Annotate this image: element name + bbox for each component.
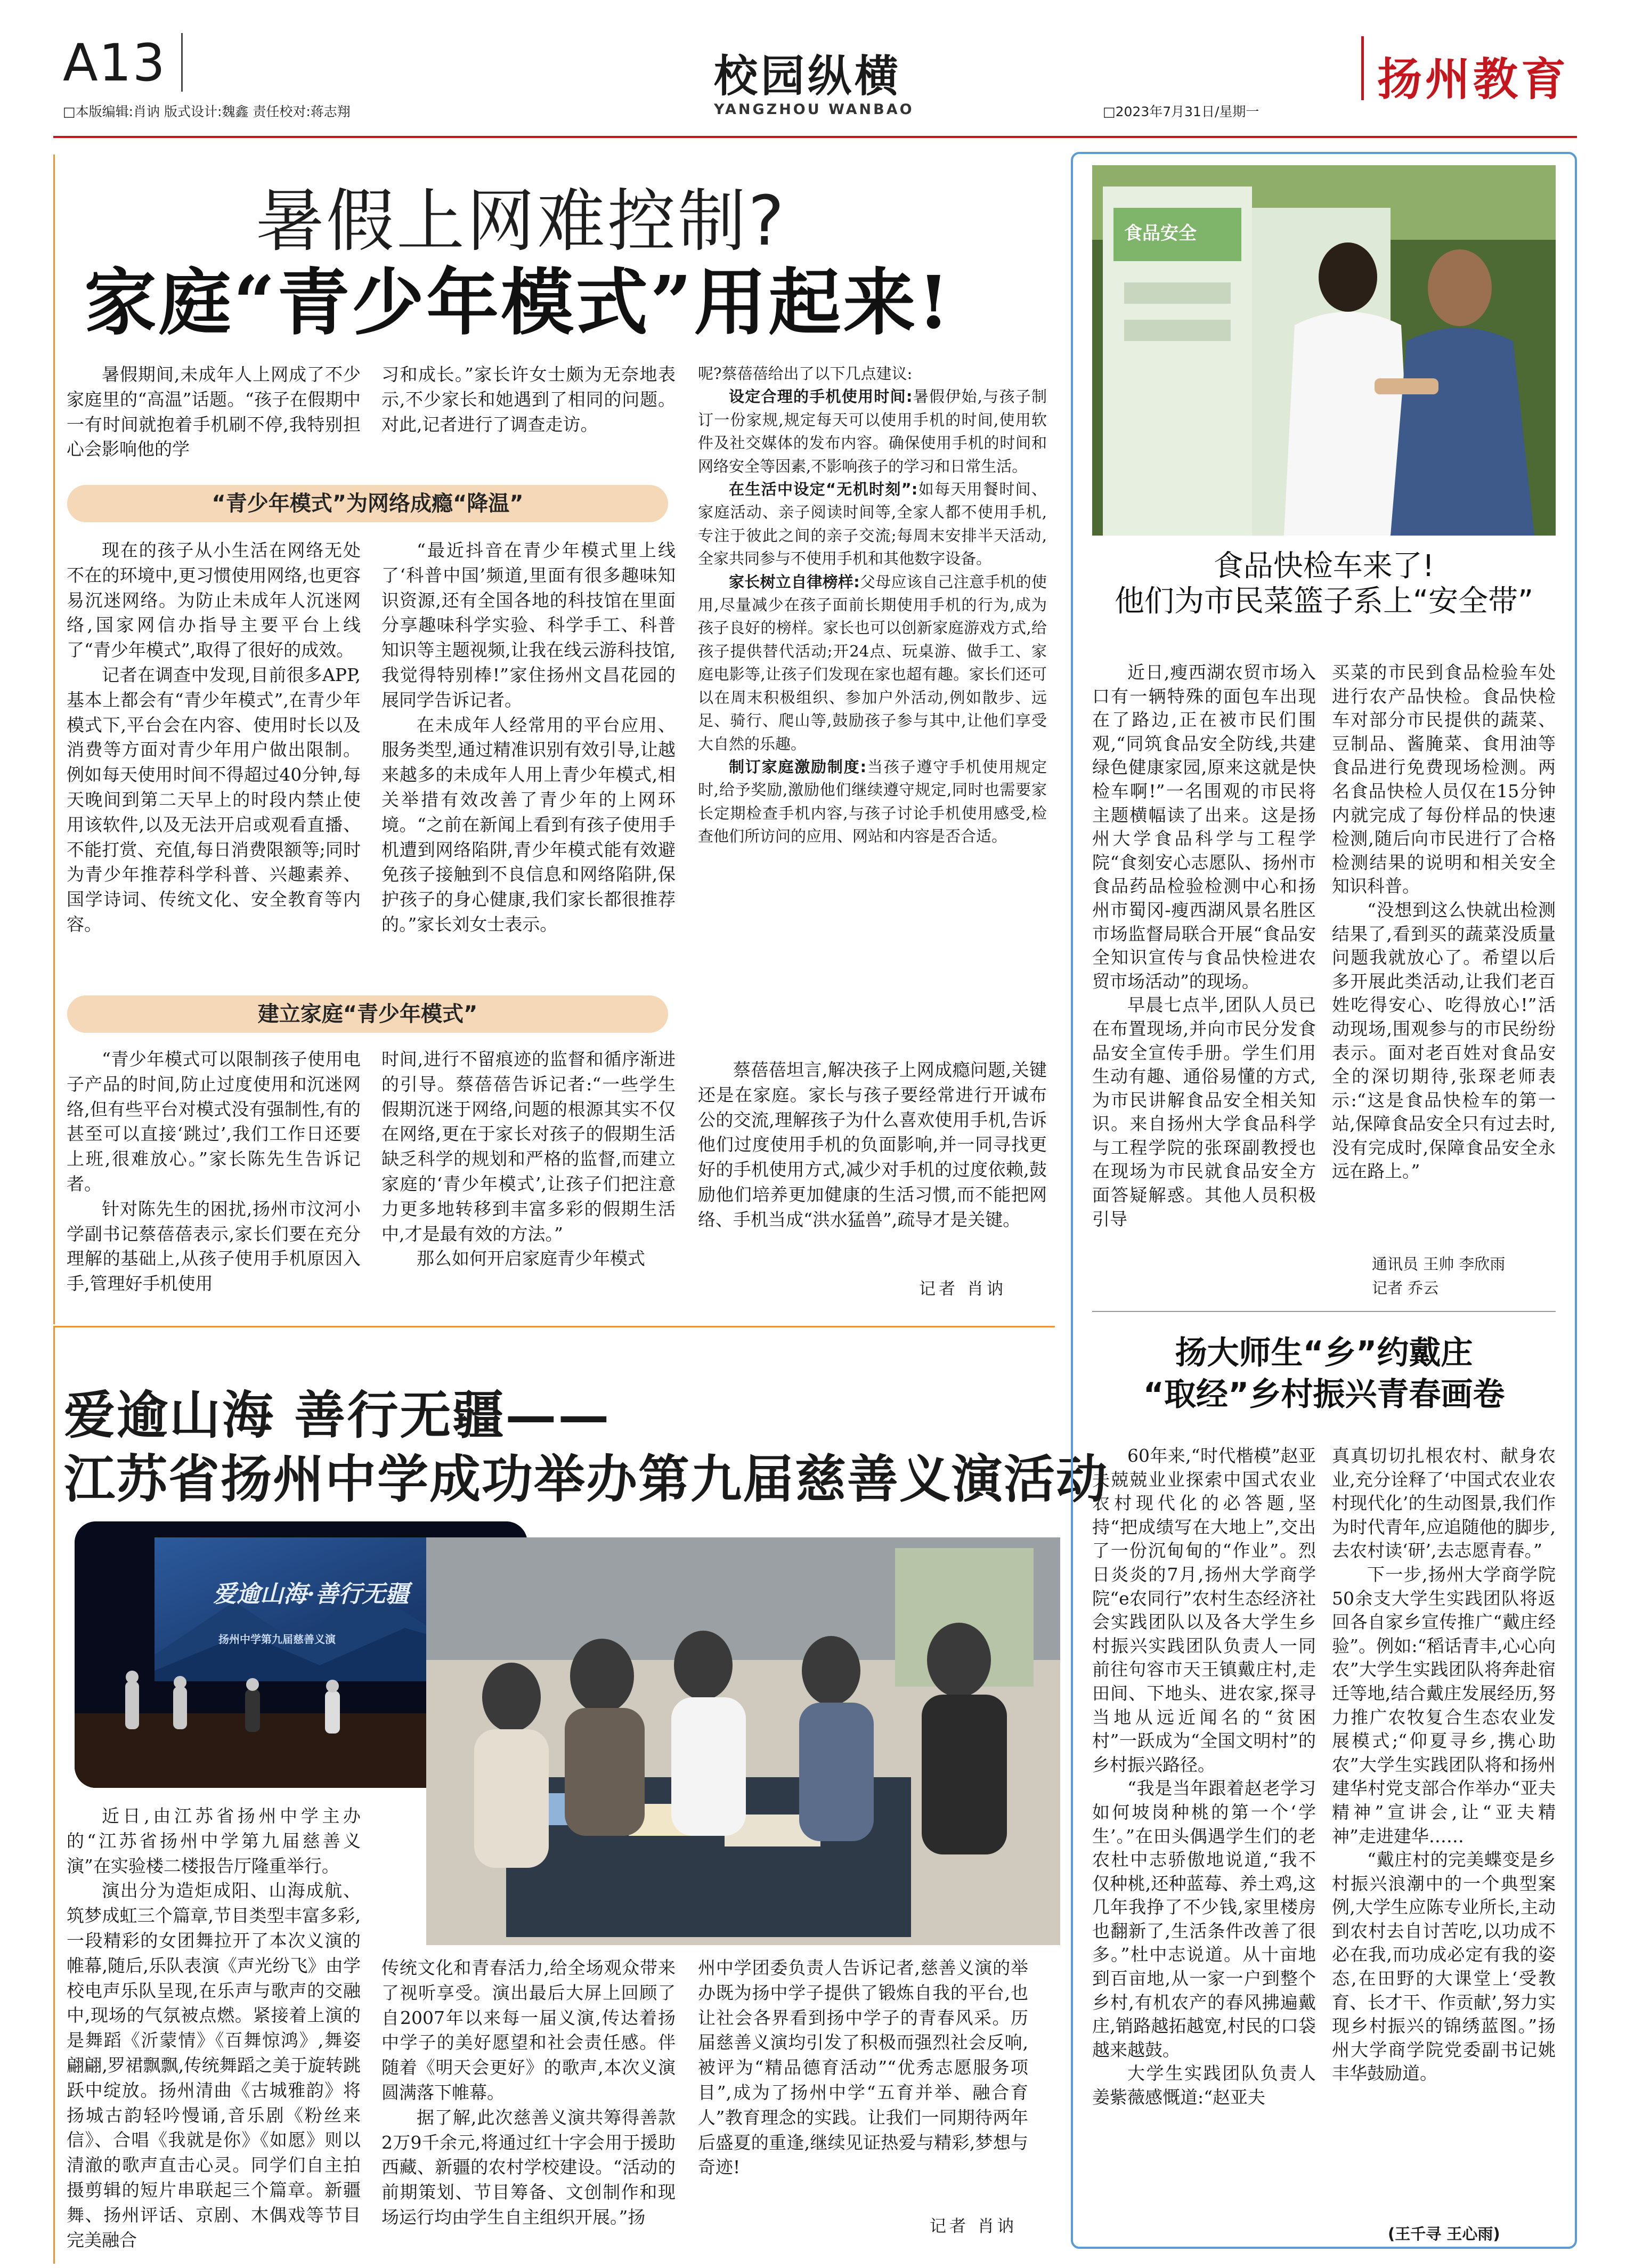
article4-col1	[1092, 1444, 1316, 2110]
article1-headline-line1: 暑假上网难控制?	[256, 182, 786, 261]
charity-table-illustration	[426, 1537, 1060, 1945]
article1-intro-paragraph: 暑假期间,未成年人上网成了不少家庭里的“高温”话题。“孩子在假期中一有时间就抱着手机刷不停,我特别担心会影响他的学	[67, 364, 361, 460]
article2-col2	[381, 1956, 676, 2230]
article1-paragraph: 现在的孩子从小生活在网络无处不在的环境中,更习惯使用网络,也更容易沉迷网络。为防止未成年人沉迷网络,国家网信办指导主要平台上线了“青少年模式”,取得了很好的成效。	[67, 540, 361, 661]
article3-col2	[1332, 661, 1556, 1184]
brand-divider	[1361, 36, 1364, 100]
article2-col1	[67, 1804, 361, 2253]
tip-2-title: 在生活中设定“无机时刻”:	[729, 480, 918, 499]
article4-paragraph: “戴庄村的完美蝶变是乡村振兴浪潮中的一个典型案例,大学生应陈专业所长,主动到农村去自讨苦吃,以功成不必在我,而功成必定有我的姿态,在田野的大课堂上‘受教育、长才干、作贡献’,努力实现乡村振兴的锦绣蓝图。”扬州大学商学院党委副书记姚丰华鼓励道。	[1332, 1849, 1556, 2084]
frame-line-middle	[53, 1326, 1055, 1327]
frame-line-left	[53, 155, 55, 1324]
article1-intro-paragraph-cont: 习和成长。”家长许女士颇为无奈地表示,不少家长和她遇到了相同的问题。对此,记者进行了调查走访。	[381, 364, 676, 435]
article1-closing: 蔡蓓蓓坦言,解决孩子上网成瘾问题,关键还是在家庭。家长与孩子要经常进行开诚布公的交流,理解孩子为什么喜欢使用手机,告诉他们过度使用手机的负面影响,并一同寻找更好的手机使用方式,减少对手机的过度依赖,鼓励他们培养更加健康的生活习惯,而不能把网络、手机当成“洪水猛兽”,疏导才是关键。	[698, 1059, 1047, 1230]
article2-paragraph: 据了解,此次慈善义演共筹得善款2万9千余元,将通过红十字会用于援助西藏、新疆的农村学校建设。“活动的前期策划、节目筹备、文创制作和现场运行均由学生自主组织开展。”扬	[381, 2107, 676, 2228]
article2-headline-line1: 爱逾山海 善行无疆——	[64, 1385, 611, 1445]
article1-intro-col1	[67, 362, 361, 462]
article-divider	[1092, 1311, 1556, 1312]
tip-1-title: 设定合理的手机使用时间:	[729, 387, 913, 406]
article2-paragraph: 演出分为造炬成阳、山海成航、筑梦成虹三个篇章,节目类型丰富多彩,一段精彩的女团舞拉开了本次义演的帷幕,随后,乐队表演《声光纷飞》由学校电声乐队呈现,在乐声与歌声的交融中,现场的气氛被点燃。紧接着上演的是舞蹈《沂蒙情》《百舞惊鸿》,舞姿翩翩,罗裙飘飘,传统舞蹈之美于旋转跳跃中绽放。扬州清曲《古城雅韵》将扬城古韵轻吟慢诵,音乐剧《粉丝来信》、合唱《我就是你》《如愿》则以清澈的歌声直击心灵。同学们自主拍摄剪辑的短片串联起三个篇章。新疆舞、扬州评话、京剧、木偶戏等节目完美融合	[67, 1880, 361, 2250]
article1-tips-col	[698, 362, 1047, 848]
section-subtitle: YANGZHOU WANBAO	[714, 101, 914, 118]
article3-headline	[1082, 549, 1566, 619]
food-safety-banner: 食品安全	[1124, 223, 1197, 244]
article1-paragraph: 那么如何开启家庭青少年模式	[417, 1248, 645, 1269]
article2-paragraph: 传统文化和青春活力,给全场观众带来了视听享受。演出最后大屏上回顾了自2007年以来每一届义演,传达着扬中学子的美好愿望和社会责任感。伴随着《明天会更好》的歌声,本次义演圆满落下帷幕。	[381, 1957, 676, 2103]
article3-credit-2: 记者 乔云	[1372, 1279, 1439, 1297]
tip-1	[698, 385, 1047, 478]
article3-col1	[1092, 661, 1316, 1231]
article1-subhead-2: 建立家庭“青少年模式”	[67, 995, 668, 1033]
article1-paragraph: 在未成年人经常用的平台应用、服务类型,通过精准识别有效引导,让越来越多的未成年人用上青少年模式,相关举措有效改善了青少年的上网环境。“之前在新闻上看到有孩子使用手机遭到网络陷阱,青少年模式能有效避免孩子接触到不良信息和网络陷阱,保护孩子的身心健康,我们家长都很推荐的。”家长刘女士表示。	[381, 714, 676, 935]
article1-section1-col1	[67, 538, 361, 937]
article1-paragraph: 时间,进行不留痕迹的监督和循序渐进的引导。蔡蓓蓓告诉记者:“一些学生假期沉迷于网络,问题的根源其实不仅在网络,更在于家长对孩子的假期生活缺乏科学的规划和严格的监督,而建立家庭的‘青少年模式’,让孩子们把注意力更多地转移到丰富多彩的假期生活中,才是最有效的方法。”	[381, 1049, 676, 1244]
article4-paragraph: 真真切切扎根农村、献身农业,充分诠释了‘中国式农业农村现代化’的生动图景,我们作为时代青年,应追随他的脚步,去农村读‘研’,去志愿青春。”	[1332, 1445, 1556, 1561]
article2-byline: 记者 肖讷	[930, 2217, 1017, 2236]
tip-4	[698, 756, 1047, 848]
article1-byline: 记者 肖讷	[919, 1279, 1006, 1299]
brand-logo: 扬州教育	[1377, 53, 1570, 106]
article1-closing-col	[698, 1058, 1047, 1233]
article3-credit-1: 通讯员 王帅 李欣雨	[1372, 1255, 1506, 1273]
article2-paragraph: 近日,由江苏省扬州中学主办的“江苏省扬州中学第九届慈善义演”在实验楼二楼报告厅隆重举行。	[67, 1805, 361, 1876]
article3-headline-line1: 食品快检车来了!	[1213, 549, 1435, 584]
page-number-divider	[181, 33, 183, 92]
article1-paragraph: “青少年模式可以限制孩子使用电子产品的时间,防止过度使用和沉迷网络,但有些平台对模式没有强制性,有的甚至可以直接‘跳过’,我们工作日还要上班,很难放心。”家长陈先生告诉记者。	[67, 1049, 361, 1194]
article2-col3	[698, 1956, 1028, 2180]
article1-paragraph: “最近抖音在青少年模式里上线了‘科普中国’频道,里面有很多趣味知识资源,还有全国各地的科技馆在里面分享趣味科学实验、科学手工、科普知识等主题视频,让我在线云游科技馆,我觉得特别棒!”家住扬州文昌花园的展同学告诉记者。	[381, 540, 676, 710]
article1-subhead-1: “青少年模式”为网络成瘾“降温”	[67, 485, 668, 522]
article1-section2-col2	[381, 1047, 676, 1271]
article1-paragraph: 针对陈先生的困扰,扬州市汶河小学副书记蔡蓓蓓表示,家长们要在充分理解的基础上,从孩子使用手机原因入手,管理好手机使用	[67, 1198, 361, 1294]
article3-paragraph: 近日,瘦西湖农贸市场入口有一辆特殊的面包车出现在了路边,正在被市民们围观,“同筑食品安全防线,共建绿色健康家园,原来这就是快检车啊!”一名围观的市民将主题横幅读了出来。这是扬州大学食品科学与工程学院“食刻安心志愿队、扬州市食品药品检验检测中心和扬州市蜀冈-瘦西湖风景名胜区市场监督局联合开展“食品安全知识宣传与食品快检进农贸市场活动”的现场。	[1092, 662, 1316, 992]
article3-paragraph: 买菜的市民到食品检验车处进行农产品快检。食品快检车对部分市民提供的蔬菜、豆制品、酱腌菜、食用油等食品进行免费现场检测。两名食品快检人员仅在15分钟内就完成了每份样品的快速检测,随后向市民进行了合格检测结果的说明和相关安全知识科普。	[1332, 662, 1556, 897]
tip-4-title: 制订家庭激励制度:	[729, 757, 867, 776]
article4-headline-line1: 扬大师生“乡”约戴庄	[1175, 1334, 1473, 1372]
tip-4-body: 当孩子遵守手机使用规定时,给予奖励,激励他们继续遵守规定,同时也需要家长定期检查手机内容,与孩子讨论手机使用感受,检查他们所访问的应用、网站和内容是否合适。	[698, 757, 1047, 846]
tip-3	[698, 571, 1047, 756]
article4-paragraph: 下一步,扬州大学商学院50余支大学生实践团队将返回各自家乡宣传推广“戴庄经验”。例如:“稻话青丰,心心向农”大学生实践团队将奔赴宿迁等地,结合戴庄发展经历,努力推广农牧复合生态农业发展模式;“仰夏寻乡,携心助农”大学生实践团队将和扬州建华村党支部合作举办“亚夫精神”宣讲会,让“亚夫精神”走进建华……	[1332, 1564, 1556, 1846]
article4-headline-line2: “取经”乡村振兴青春画卷	[1143, 1376, 1505, 1413]
article2-headline-line2: 江苏省扬州中学成功举办第九届慈善义演活动	[64, 1449, 1108, 1509]
article1-section2-col1	[67, 1047, 361, 1297]
frame-line-left-lower	[53, 1326, 55, 2264]
page-number: A13	[63, 33, 166, 93]
article3-headline-line2: 他们为市民菜篮子系上“安全带”	[1114, 584, 1534, 619]
tip-3-body: 父母应该自己注意手机的使用,尽量减少在孩子面前长期使用手机的行为,成为孩子良好的榜样。家长也可以创新家庭游戏方式,给孩子提供替代活动;开24点、玩桌游、做手工、家庭电影等,让孩子们发现在家也超有趣。家长们还可以在周末积极组织、参加户外活动,例如散步、远足、骑行、爬山等,鼓励孩子参与其中,让他们享受大自然的乐趣。	[698, 572, 1047, 753]
article4-paragraph: 大学生实践团队负责人姜紫薇感慨道:“赵亚夫	[1092, 2063, 1316, 2108]
article1-paragraph: 记者在调查中发现,目前很多APP,基本上都会有“青少年模式”,在青少年模式下,平台会在内容、使用时长以及消费等方面对青少年用户做出限制。例如每天使用时间不得超过40分钟,每天晚间到第二天早上的时段内禁止使用该软件,以及无法开启或观看直播、不能打赏、充值,每日消费限额等;同时为青少年推荐科学科普、兴趣素养、国学诗词、传统文化、安全教育等内容。	[67, 664, 361, 935]
masthead-rule	[53, 136, 1577, 138]
issue-date: □2023年7月31日/星期一	[1103, 104, 1259, 119]
article1-tips-lead: 呢?蔡蓓蓓给出了以下几点建议:	[698, 365, 913, 383]
article1-intro-col2	[381, 362, 676, 437]
tip-1-body: 暑假伊始,与孩子制订一份家规,规定每天可以使用手机的时间,使用软件及社交媒体的发布内容。确保使用手机的时间和网络安全等因素,不影响孩子的学习和日常生活。	[698, 387, 1047, 475]
stage-screen-subtitle: 扬州中学第九届慈善义演	[218, 1633, 336, 1646]
food-safety-photo	[1092, 165, 1556, 536]
article1-headline-line2: 家庭“青少年模式”用起来!	[84, 260, 952, 345]
article3-paragraph: 早晨七点半,团队人员已在布置现场,并向市民分发食品安全宣传手册。学生们用生动有趣、通俗易懂的方式,为市民讲解食品安全相关知识。来自扬州大学食品科学与工程学院的张琛副教授也在现场为市民就食品安全方面答疑解惑。其他人员积极引导	[1092, 994, 1316, 1229]
section-title: 校园纵横	[714, 51, 902, 102]
article4-credit: (王千寻 王心雨)	[1388, 2225, 1500, 2243]
stage-screen-title: 爱逾山海·善行无疆	[213, 1581, 409, 1608]
charity-table-photo	[426, 1537, 1060, 1945]
tip-2	[698, 478, 1047, 571]
article3-paragraph: “没想到这么快就出检测结果了,看到买的蔬菜没质量问题我就放心了。希望以后多开展此类活动,让我们老百姓吃得安心、吃得放心!”活动现场,围观参与的市民纷纷表示。面对老百姓对食品安全的深切期待,张琛老师表示:“这是食品快检车的第一站,保障食品安全只有过去时,没有完成时,保障食品安全永远在路上。”	[1332, 899, 1556, 1182]
article2-paragraph: 州中学团委负责人告诉记者,慈善义演的举办既为扬中学子提供了锻炼自我的平台,也让社会各界看到扬中学子的青春风采。历届慈善义演均引发了积极而强烈社会反响,被评为“精品德育活动”“优秀志愿服务项目”,成为了扬州中学“五育并举、融合育人”教育理念的实践。让我们一同期待两年后盛夏的重逢,继续见证热爱与精彩,梦想与奇迹!	[698, 1957, 1028, 2178]
article4-paragraph: 60年来,“时代楷模”赵亚夫兢兢业业探索中国式农业农村现代化的必答题,坚持“把成绩写在大地上”,交出了一份沉甸甸的“作业”。烈日炎炎的7月,扬州大学商学院“e农同行”农村生态经济社会实践团队以及各大学生乡村振兴实践团队负责人一同前往句容市天王镇戴庄村,走田间、下地头、进农家,探寻当地从远近闻名的“贫困村”一跃成为“全国文明村”的乡村振兴路径。	[1092, 1445, 1316, 1775]
article4-paragraph: “我是当年跟着赵老学习如何坡岗种桃的第一个‘学生’。”在田头偶遇学生们的老农杜中志骄傲地说道,“我不仅种桃,还种蓝莓、养土鸡,这几年我挣了不少钱,家里楼房也翻新了,生活条件改善了很多。”杜中志说道。从十亩地到百亩地,从一家一户到整个乡村,有机农产的春风拂遍戴庄,销路越拓越宽,村民的口袋越来越鼓。	[1092, 1778, 1316, 2060]
article4-headline	[1082, 1332, 1566, 1415]
tip-3-title: 家长树立自律榜样:	[729, 572, 860, 591]
editor-credits: □本版编辑:肖讷 版式设计:魏鑫 责任校对:蒋志翔	[63, 104, 351, 119]
article4-col2	[1332, 1444, 1556, 2086]
article1-section1-col2	[381, 538, 676, 937]
tip-2-body: 如每天用餐时间、家庭活动、亲子阅读时间等,全家人都不使用手机,专注于彼此之间的亲子交流;每周末安排半天活动,全家共同参与不使用手机和其他数字设备。	[698, 480, 1047, 568]
